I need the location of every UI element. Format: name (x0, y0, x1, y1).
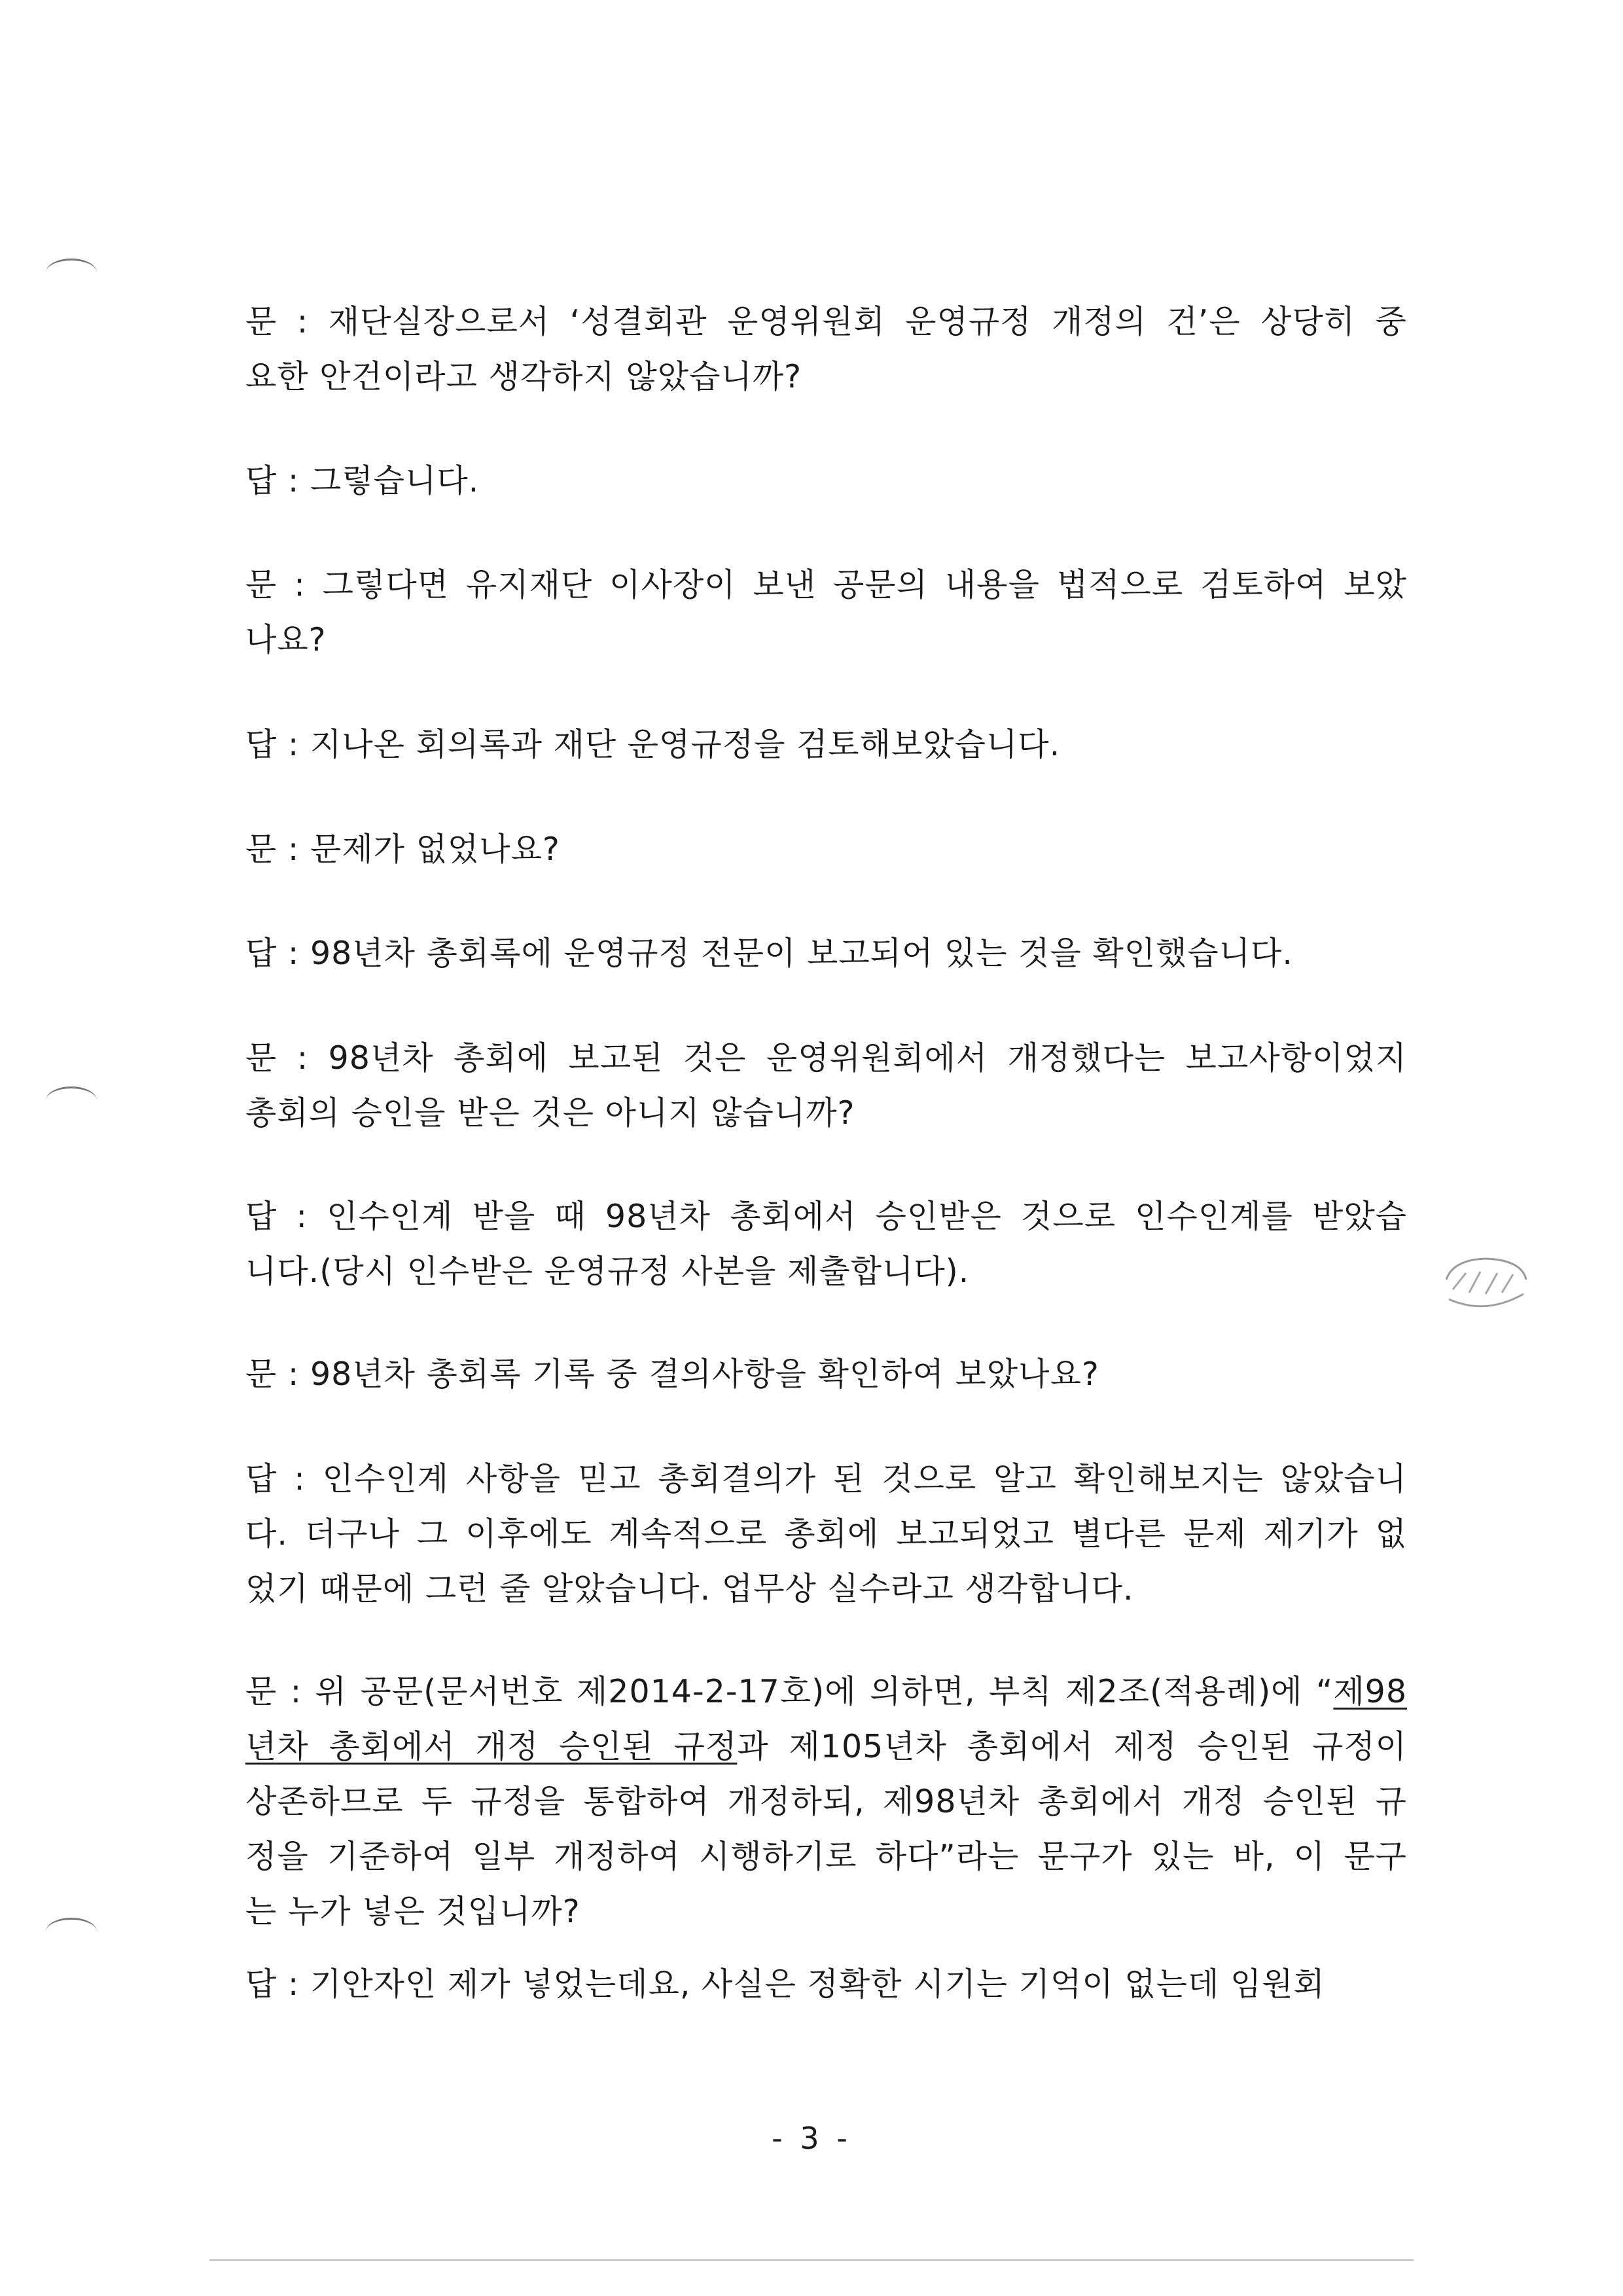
question-paragraph-q4 (245, 1031, 1407, 1141)
text-line (245, 1719, 1407, 1774)
scan-edge-line (209, 2259, 1414, 2261)
text-line: 답 : 지나온 회의록과 재단 운영규정을 검토해보았습니다. (245, 726, 1061, 763)
question-paragraph-q2 (245, 558, 1407, 668)
text-line: 다. 더구나 그 이후에도 계속적으로 총회에 보고되었고 별다른 문제 제기가 없 (245, 1515, 1408, 1552)
text-line (245, 1664, 1407, 1719)
text-line: 총회의 승인을 받은 것은 아니지 않습니까? (245, 1094, 855, 1132)
answer-paragraph-a3 (245, 926, 1407, 981)
question-paragraph-q3 (245, 822, 1407, 877)
answer-paragraph-a2 (245, 717, 1407, 772)
text-line: 상존하므로 두 규정을 통합하여 개정하되, 제98년차 총회에서 개정 승인된 규 (245, 1783, 1407, 1820)
text-line: 답 : 그렇습니다. (245, 462, 480, 499)
question-paragraph-q6 (245, 1664, 1407, 1939)
question-paragraph-q5 (245, 1347, 1407, 1402)
answer-paragraph-a4 (245, 1189, 1407, 1299)
text-segment: 문 : 위 공문(문서번호 제2014-2-17호)에 의하면, 부칙 제2조(적용례)에 “ (245, 1673, 1334, 1710)
punch-hole-mark (46, 259, 97, 287)
text-segment: 과 제105년차 총회에서 제정 승인된 규정이 (737, 1728, 1407, 1765)
question-paragraph-q1 (245, 295, 1407, 404)
text-line: 나요? (245, 621, 327, 658)
text-line: 답 : 인수인계 사항을 믿고 총회결의가 된 것으로 알고 확인해보지는 않았습니 (245, 1460, 1407, 1498)
text-line: 니다.(당시 인수받은 운영규정 사본을 제출합니다). (245, 1253, 970, 1290)
seal-stamp-icon (1440, 1253, 1531, 1314)
punch-hole-mark (46, 1918, 97, 1946)
underlined-text: 제98 (1333, 1673, 1407, 1710)
text-line: 답 : 인수인계 받을 때 98년차 총회에서 승인받은 것으로 인수인계를 받았습 (245, 1198, 1407, 1235)
text-line: 었기 때문에 그런 줄 알았습니다. 업무상 실수라고 생각합니다. (245, 1570, 1134, 1607)
text-line: 답 : 98년차 총회록에 운영규정 전문이 보고되어 있는 것을 확인했습니다. (245, 935, 1293, 972)
text-line: 문 : 재단실장으로서 ‘성결회관 운영위원회 운영규정 개정의 건’은 상당히 중 (245, 303, 1407, 340)
text-line: 문 : 문제가 없었나요? (245, 831, 560, 868)
answer-paragraph-a1 (245, 454, 1407, 509)
answer-paragraph-a6 (245, 1957, 1407, 2012)
text-line: 문 : 98년차 총회에 보고된 것은 운영위원회에서 개정했다는 보고사항이었지 (245, 1039, 1407, 1077)
page-number: - 3 - (772, 2121, 851, 2156)
underlined-text: 년차 총회에서 개정 승인된 규정 (245, 1728, 738, 1765)
text-line: 정을 기준하여 일부 개정하여 시행하기로 하다”라는 문구가 있는 바, 이 문구 (245, 1838, 1407, 1875)
text-line: 문 : 그렇다면 유지재단 이사장이 보낸 공문의 내용을 법적으로 검토하여 보았 (245, 566, 1407, 603)
punch-hole-mark (46, 1086, 97, 1115)
text-line: 는 누가 넣은 것입니까? (245, 1893, 580, 1930)
text-line: 답 : 기안자인 제가 넣었는데요, 사실은 정확한 시기는 기억이 없는데 임원회 (245, 1965, 1325, 2003)
text-line: 요한 안건이라고 생각하지 않았습니까? (245, 358, 802, 395)
text-line: 문 : 98년차 총회록 기록 중 결의사항을 확인하여 보았나요? (245, 1355, 1099, 1393)
answer-paragraph-a5 (245, 1452, 1407, 1617)
